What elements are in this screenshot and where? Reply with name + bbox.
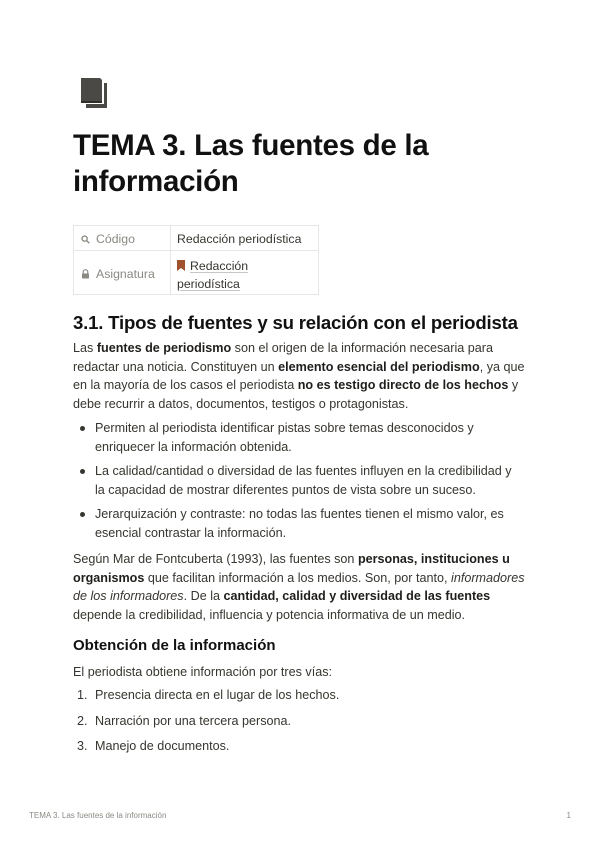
asignatura-link[interactable]: Redacción periodística <box>177 259 249 291</box>
list-item: Permiten al periodista identificar pistas sobre temas desconocidos y enriquecer la información obtenida. <box>73 419 523 456</box>
numbered-list <box>73 686 339 763</box>
list-item: 2. Narración por una tercera persona. <box>77 713 292 728</box>
page-title: TEMA 3. Las fuentes de la información <box>73 129 429 198</box>
bookmark-icon <box>177 260 185 271</box>
list-item: 3. Manejo de documentos. <box>77 739 230 753</box>
bullet-icon <box>80 426 85 431</box>
fontcuberta-paragraph: Según Mar de Fontcuberta (1993), las fuentes son personas, instituciones u organismos que facilitan información a los medios. Son, por tanto, informadores de los informadores. De la cantidad, calidad y diversidad de las fuentes depende la credibilidad, influencia y potencia informativa de un medio. <box>73 552 525 622</box>
property-value: Redacción periodística <box>171 226 319 251</box>
property-key: Código <box>96 232 135 246</box>
vias-paragraph: El periodista obtiene información por tres vías: <box>73 665 333 679</box>
footer-title: TEMA 3. Las fuentes de la información <box>29 811 167 820</box>
list-item: La calidad/cantidad o diversidad de las fuentes influyen en la credibilidad y la capacidad de mostrar diferentes puntos de vista sobre un suceso. <box>73 462 523 499</box>
properties-table <box>73 225 319 295</box>
list-item: Jerarquización y contraste: no todas las fuentes tienen el mismo valor, es esencial contrastar la información. <box>73 505 523 542</box>
property-row-asignatura <box>74 251 319 295</box>
property-row-codigo <box>74 226 319 251</box>
lock-icon <box>81 269 90 279</box>
intro-paragraph: Las fuentes de periodismo son el origen de la información necesaria para redactar una noticia. Constituyen un elemento esencial del periodismo, ya que en la mayoría de los casos el periodista no es testigo directo de los hechos y debe recurrir a datos, documentos, testigos o protagonistas. <box>73 341 525 411</box>
property-key: Asignatura <box>96 267 155 281</box>
list-item: 1. Presencia directa en el lugar de los hechos. <box>77 688 340 702</box>
page-number: 1 <box>566 811 571 820</box>
search-icon <box>81 235 90 244</box>
bullet-icon <box>80 469 85 474</box>
bullet-list <box>73 419 523 548</box>
book-icon <box>78 76 112 110</box>
bullet-icon <box>80 512 85 517</box>
subheading: Obtención de la información <box>73 637 276 654</box>
section-heading: 3.1. Tipos de fuentes y su relación con el periodista <box>73 312 518 333</box>
